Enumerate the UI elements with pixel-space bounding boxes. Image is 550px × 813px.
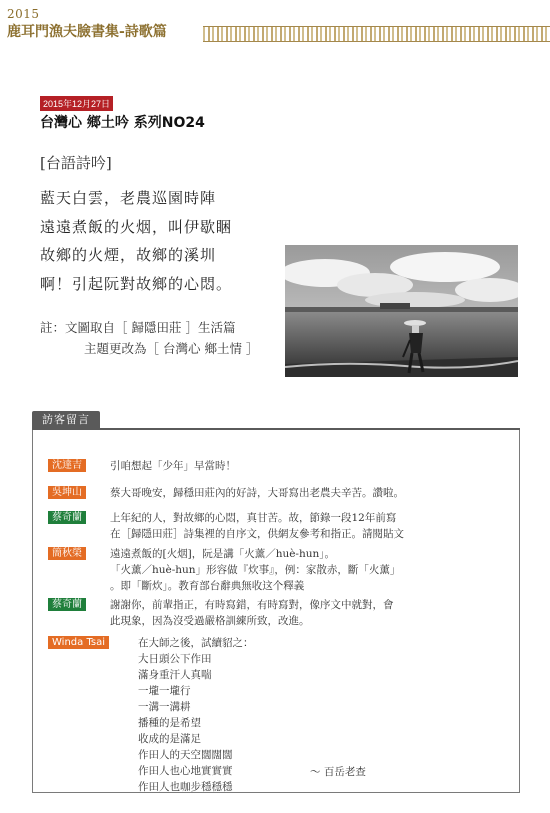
comment-line: 蔡大哥晚安，歸穩田莊內的好詩，大哥寫出老農夫辛苦。讚啦。	[110, 487, 404, 499]
comment-line: 收成的是滿足	[138, 733, 201, 745]
header-decorative-band	[203, 27, 550, 41]
farmer-photo	[285, 245, 518, 377]
comment-author: 吳坤山	[48, 486, 86, 499]
comment-text	[110, 485, 510, 501]
poem	[40, 184, 232, 298]
header-title: 鹿耳門漁夫臉書集-詩歌篇	[7, 24, 167, 40]
comment-author: 蔡奇蘭	[48, 511, 86, 524]
comment-text	[110, 546, 510, 594]
comment-line: 一壠一壠行	[138, 685, 191, 697]
post-category: [台語詩吟]	[40, 154, 112, 172]
post-title: 台灣心 鄉土吟 系列NO24	[40, 115, 205, 131]
comment-line: 此現象，因為沒受過嚴格訓練所致，改進。	[110, 615, 310, 627]
note-line: 註：文圖取自［ 歸隱田莊 ］生活篇	[40, 320, 236, 335]
poem-line: 遠遠煮飯的火烟，叫伊歇睏	[40, 217, 233, 236]
comment-line: 。即「斷炊」。教育部台辭典無收这个釋義	[110, 580, 305, 592]
poem-line: 藍天白雲，老農巡園時陣	[40, 189, 217, 207]
note-line: 主題更改為［ 台灣心 鄉土情 ］	[84, 341, 259, 356]
comment-line: 大日頭公下作田	[138, 653, 212, 665]
comment-line: 謝謝你，前輩指正，有時寫錯，有時寫對，像序文中就對，會	[110, 599, 394, 611]
comment-author: 沈達吉	[48, 459, 86, 472]
comment-line: 作田人也咖步穩穩穩	[138, 781, 233, 793]
post-date-badge: 2015年12月27日	[40, 96, 113, 111]
comment-signature: ～ 百岳老查	[310, 766, 366, 778]
comment-line: 播種的是希望	[138, 717, 201, 729]
poem-line: 啊！引起阮對故鄉的心悶。	[40, 274, 233, 293]
poem-line: 故鄉的火煙，故鄉的溪圳	[40, 246, 217, 264]
visitor-comments-tab: 訪客留言	[32, 411, 100, 429]
comment-line: 作田人的天空闊闊闊	[138, 749, 233, 761]
comment-line: 遠遠煮飯的[火烟]，阮是講「火薰／huè-hun」。	[110, 548, 336, 560]
comment-line: 在［歸隱田莊］詩集裡的自序文，供網友參考和指正。請閱貼文	[110, 528, 404, 540]
comment-line: 作田人也心地實實實	[138, 765, 233, 777]
comment-line: 上年紀的人，對故鄉的心悶，真甘苦。故，節錄一段12年前寫	[110, 512, 397, 524]
comment-text	[110, 597, 510, 629]
comment-text	[110, 458, 510, 474]
post-note	[40, 317, 258, 359]
comment-text	[110, 510, 510, 542]
comment-line: 滿身重汗人真喘	[138, 669, 212, 681]
comment-line: 「火薰／huè-hun」形容做『炊事』，例：家散赤，斷「火薰」	[110, 564, 401, 576]
header-rule	[203, 41, 550, 42]
comment-line: 在大師之後，試續貂之：	[138, 637, 254, 649]
header-year: 2015	[7, 7, 40, 21]
comment-line: 一溝一溝耕	[138, 701, 191, 713]
comment-author: Winda Tsai	[48, 636, 109, 649]
comment-author: 簡秋榮	[48, 547, 86, 560]
comment-line: 引咱想起「少年」早當時！	[110, 460, 236, 472]
comment-author: 蔡奇蘭	[48, 598, 86, 611]
